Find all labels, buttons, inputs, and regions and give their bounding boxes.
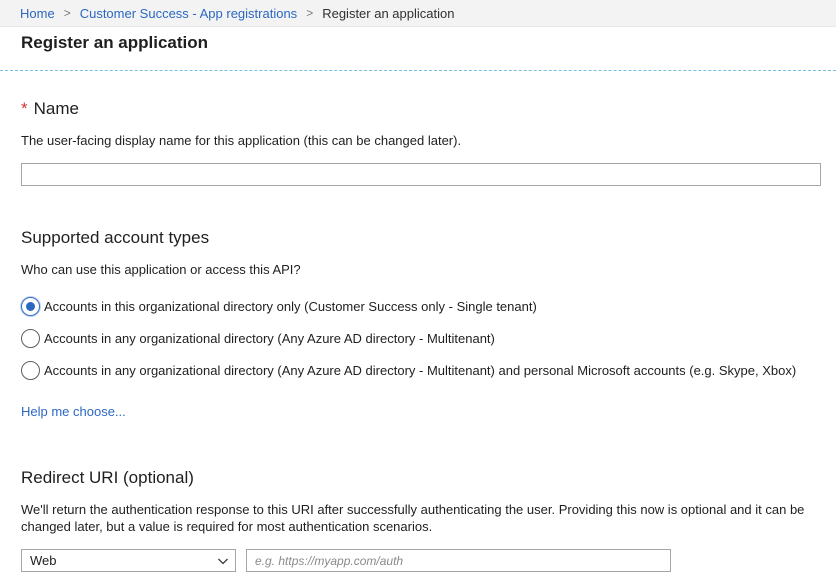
breadcrumb-app-registrations-link[interactable]: Customer Success - App registrations (79, 5, 298, 21)
account-type-option-label: Accounts in this organizational directory only (Customer Success only - Single tenant) (44, 299, 537, 314)
name-description: The user-facing display name for this application (this can be changed later). (21, 133, 462, 148)
account-types-question: Who can use this application or access this API? (21, 262, 301, 277)
account-types-heading: Supported account types (21, 228, 210, 247)
account-type-option-label: Accounts in any organizational directory (Any Azure AD directory - Multitenant) and personal Microsoft accounts (e.g. Skype, Xbox) (44, 363, 797, 378)
required-marker: * (21, 99, 28, 118)
breadcrumb-current: Register an application (322, 5, 455, 21)
breadcrumb-home-link[interactable]: Home (20, 5, 55, 21)
platform-select[interactable] (21, 549, 236, 572)
chevron-down-icon (217, 555, 229, 567)
radio-unselected-icon[interactable] (21, 361, 40, 380)
help-me-choose-link[interactable]: Help me choose... (21, 404, 126, 419)
radio-selected-icon[interactable] (21, 297, 40, 316)
redirect-uri-heading: Redirect URI (optional) (21, 468, 194, 487)
account-type-option-multitenant-personal[interactable] (21, 361, 796, 380)
title-divider (0, 70, 836, 71)
redirect-uri-input[interactable] (246, 549, 671, 572)
account-type-option-label: Accounts in any organizational directory (Any Azure AD directory - Multitenant) (44, 331, 495, 346)
radio-unselected-icon[interactable] (21, 329, 40, 348)
name-input[interactable] (21, 163, 821, 186)
redirect-uri-description: We'll return the authentication response to this URI after successfully authenticating the user. Providing this now is optional and it can be changed later, but a value is required for most authentication scenarios. (21, 502, 805, 534)
account-type-option-single-tenant[interactable] (21, 297, 537, 316)
account-type-option-multitenant[interactable] (21, 329, 495, 348)
chevron-right-icon: > (306, 6, 314, 20)
page-title: Register an application (21, 33, 209, 52)
name-heading-label: Name (33, 99, 79, 118)
breadcrumb (0, 0, 836, 27)
chevron-right-icon: > (63, 6, 71, 20)
platform-select-value: Web (30, 553, 57, 568)
name-heading (21, 99, 79, 119)
